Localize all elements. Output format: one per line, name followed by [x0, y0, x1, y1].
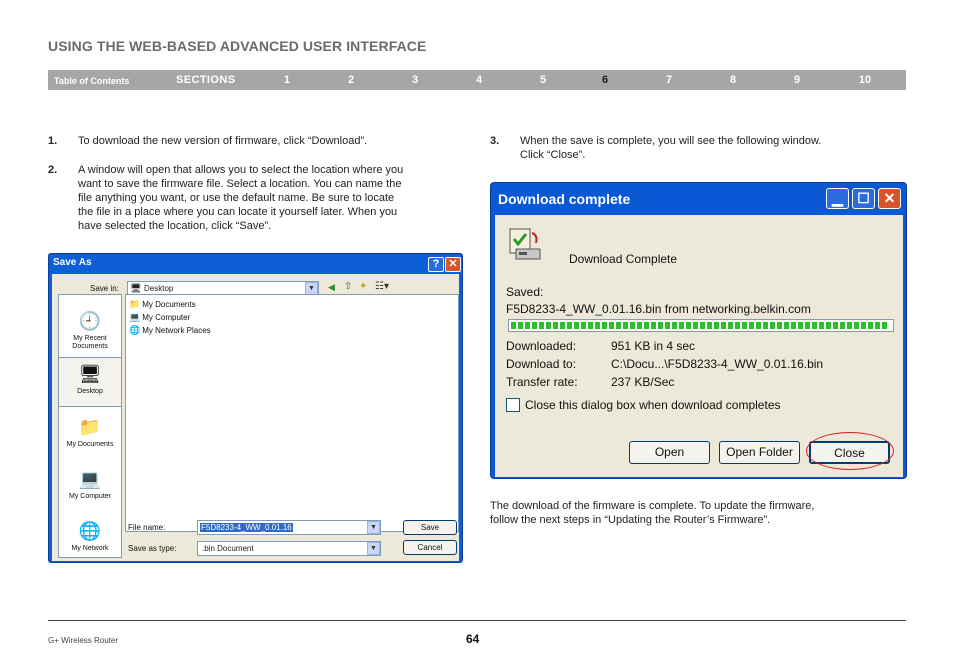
desktop-icon: 🖥 — [130, 283, 142, 293]
save-as-type-select[interactable] — [197, 541, 381, 556]
progress-chunk — [693, 322, 698, 329]
nav-section-3[interactable]: 3 — [411, 74, 419, 86]
chevron-down-icon[interactable]: ▼ — [367, 521, 380, 534]
place-label: My Computer — [68, 493, 111, 500]
progress-chunk — [623, 322, 628, 329]
progress-chunk — [728, 322, 733, 329]
saved-value: F5D8233-4_WW_0.01.16.bin from networking.belkin.com — [506, 302, 811, 316]
save-in-value: Desktop — [144, 284, 174, 293]
progress-chunk — [553, 322, 558, 329]
download-progress-bar — [508, 319, 894, 332]
progress-chunk — [637, 322, 642, 329]
progress-fill — [511, 320, 891, 331]
up-folder-icon[interactable]: ⇧ — [344, 281, 353, 292]
maximize-icon[interactable]: ☐ — [852, 188, 875, 209]
sections-label: SECTIONS — [176, 74, 236, 86]
dialog-title: Save As — [53, 257, 92, 268]
progress-chunk — [679, 322, 684, 329]
step-text: To download the new version of firmware, click “Download”. — [78, 135, 368, 147]
progress-chunk — [861, 322, 866, 329]
nav-section-7[interactable]: 7 — [665, 74, 673, 86]
progress-chunk — [798, 322, 803, 329]
downloaded-value: 951 KB in 4 sec — [611, 339, 696, 353]
step-text — [520, 134, 821, 162]
step-text-line: Click “Close”. — [520, 149, 586, 161]
progress-chunk — [518, 322, 523, 329]
progress-chunk — [686, 322, 691, 329]
progress-chunk — [532, 322, 537, 329]
progress-chunk — [749, 322, 754, 329]
progress-chunk — [595, 322, 600, 329]
download-to-value: C:\Docu...\F5D8233-4_WW_0.01.16.bin — [611, 357, 824, 371]
dialog-title: Download complete — [498, 191, 631, 207]
views-menu-icon[interactable]: ☷▾ — [375, 281, 389, 292]
chevron-down-icon[interactable]: ▼ — [367, 542, 380, 555]
nav-section-1[interactable]: 1 — [283, 74, 291, 86]
save-in-label: Save in: — [90, 284, 119, 293]
close-button[interactable]: Close — [809, 441, 890, 464]
place-my-computer[interactable] — [59, 467, 121, 501]
step-text-line: want to save the firmware file. Select a location. You can name the — [78, 178, 402, 190]
progress-chunk — [560, 322, 565, 329]
nav-section-4[interactable]: 4 — [475, 74, 483, 86]
list-item[interactable] — [129, 299, 196, 310]
progress-chunk — [588, 322, 593, 329]
open-button[interactable]: Open — [629, 441, 710, 464]
folder-icon: 📁 — [129, 299, 141, 309]
progress-chunk — [735, 322, 740, 329]
progress-chunk — [616, 322, 621, 329]
progress-chunk — [819, 322, 824, 329]
progress-chunk — [868, 322, 873, 329]
close-when-done-checkbox[interactable] — [506, 398, 520, 412]
recent-documents-icon: 🕘 — [78, 311, 102, 331]
progress-chunk — [840, 322, 845, 329]
footer-product-name: G+ Wireless Router — [48, 636, 119, 645]
page-header-title: USING THE WEB-BASED ADVANCED USER INTERFACE — [48, 38, 427, 54]
step-text-line: file anything you want, or use the default name. Be sure to locate — [78, 192, 395, 204]
progress-chunk — [672, 322, 677, 329]
progress-chunk — [567, 322, 572, 329]
progress-chunk — [812, 322, 817, 329]
progress-chunk — [665, 322, 670, 329]
transfer-rate-value: 237 KB/Sec — [611, 375, 675, 389]
place-desktop[interactable] — [58, 357, 122, 407]
progress-chunk — [707, 322, 712, 329]
chevron-down-icon[interactable]: ▼ — [305, 282, 318, 295]
progress-chunk — [630, 322, 635, 329]
nav-section-6-current[interactable]: 6 — [601, 74, 609, 86]
progress-chunk — [644, 322, 649, 329]
progress-chunk — [882, 322, 887, 329]
progress-chunk — [546, 322, 551, 329]
help-button[interactable]: ? — [428, 257, 444, 272]
closing-paragraph — [490, 499, 906, 527]
progress-chunk — [602, 322, 607, 329]
cancel-button[interactable]: Cancel — [403, 540, 457, 555]
place-label: My Recent Documents — [72, 335, 108, 350]
close-icon[interactable]: ✕ — [878, 188, 901, 209]
progress-chunk — [791, 322, 796, 329]
progress-chunk — [525, 322, 530, 329]
list-item[interactable] — [129, 325, 211, 336]
file-name-label: File name: — [128, 523, 166, 532]
progress-chunk — [714, 322, 719, 329]
progress-chunk — [651, 322, 656, 329]
progress-chunk — [742, 322, 747, 329]
place-label: Desktop — [77, 388, 103, 395]
toc-link[interactable]: Table of Contents — [54, 76, 130, 86]
progress-chunk — [581, 322, 586, 329]
file-list[interactable] — [125, 294, 459, 532]
list-item[interactable] — [129, 312, 190, 323]
saved-label: Saved: — [506, 285, 544, 299]
save-as-dialog — [48, 253, 463, 563]
file-name: My Network Places — [142, 326, 211, 335]
save-as-type-value: .bin Document — [202, 544, 254, 553]
transfer-rate-label: Transfer rate: — [506, 375, 578, 389]
place-my-network[interactable] — [59, 519, 121, 553]
place-label: My Network — [71, 545, 109, 552]
computer-icon: 💻 — [129, 312, 141, 322]
nav-section-8[interactable]: 8 — [729, 74, 737, 86]
place-my-recent-documents[interactable] — [59, 309, 121, 351]
section-nav-bar — [48, 70, 906, 90]
close-button-highlight-ring — [806, 432, 894, 470]
checkbox-label: Close this dialog box when download completes — [525, 398, 781, 412]
dialog-body — [52, 274, 459, 561]
new-folder-icon[interactable]: ✦ — [359, 281, 368, 292]
progress-chunk — [847, 322, 852, 329]
my-computer-icon: 💻 — [78, 469, 102, 489]
progress-chunk — [826, 322, 831, 329]
paragraph-line: The download of the firmware is complete. To update the firmware, — [490, 500, 815, 512]
file-name-value: F5D8233-4_WW_0.01.16 — [201, 523, 292, 532]
save-button[interactable]: Save — [403, 520, 457, 535]
progress-chunk — [609, 322, 614, 329]
back-icon[interactable]: ◀ — [328, 282, 335, 292]
step-3 — [490, 134, 900, 164]
place-my-documents[interactable] — [59, 415, 121, 449]
progress-chunk — [770, 322, 775, 329]
downloaded-label: Downloaded: — [506, 339, 577, 353]
step-number: 1. — [48, 135, 58, 147]
step-text-line: have selected the location, click “Save”. — [78, 220, 272, 232]
save-as-type-label: Save as type: — [128, 544, 177, 553]
nav-section-2[interactable]: 2 — [347, 74, 355, 86]
progress-chunk — [700, 322, 705, 329]
file-name: My Computer — [142, 313, 191, 322]
network-icon: 🌐 — [129, 325, 141, 335]
minimize-icon[interactable]: ▁ — [826, 188, 849, 209]
step-2 — [48, 163, 468, 235]
progress-chunk — [784, 322, 789, 329]
nav-section-5[interactable]: 5 — [539, 74, 547, 86]
progress-chunk — [511, 322, 516, 329]
progress-chunk — [539, 322, 544, 329]
progress-chunk — [854, 322, 859, 329]
progress-chunk — [833, 322, 838, 329]
step-number: 2. — [48, 164, 58, 176]
my-network-icon: 🌐 — [78, 521, 102, 541]
step-number: 3. — [490, 135, 500, 147]
close-icon[interactable]: ✕ — [445, 257, 461, 272]
download-to-label: Download to: — [506, 357, 577, 371]
download-complete-icon — [506, 227, 544, 261]
nav-section-10[interactable]: 10 — [858, 74, 872, 86]
progress-chunk — [658, 322, 663, 329]
progress-chunk — [763, 322, 768, 329]
page-number: 64 — [466, 632, 480, 646]
paragraph-line: follow the next steps in “Updating the Router’s Firmware”. — [490, 514, 771, 526]
file-name-input[interactable] — [197, 520, 381, 535]
step-text-line: the file in a place where you can locate it yourself later. When you — [78, 206, 398, 218]
progress-chunk — [756, 322, 761, 329]
my-documents-icon: 📁 — [78, 417, 102, 437]
step-text — [78, 163, 403, 233]
progress-chunk — [805, 322, 810, 329]
open-folder-button[interactable]: Open Folder — [719, 441, 800, 464]
progress-chunk — [777, 322, 782, 329]
step-text-line: When the save is complete, you will see the following window. — [520, 135, 822, 147]
download-status-text: Download Complete — [569, 252, 678, 266]
step-text-line: A window will open that allows you to select the location where you — [78, 164, 404, 176]
place-label: My Documents — [66, 441, 114, 448]
nav-section-9[interactable]: 9 — [793, 74, 801, 86]
progress-chunk — [721, 322, 726, 329]
footer-divider — [48, 620, 906, 621]
step-1 — [48, 134, 468, 148]
file-name: My Documents — [142, 300, 196, 309]
places-bar — [58, 294, 122, 558]
desktop-icon: 🖥 — [78, 364, 102, 384]
progress-chunk — [574, 322, 579, 329]
progress-chunk — [875, 322, 880, 329]
